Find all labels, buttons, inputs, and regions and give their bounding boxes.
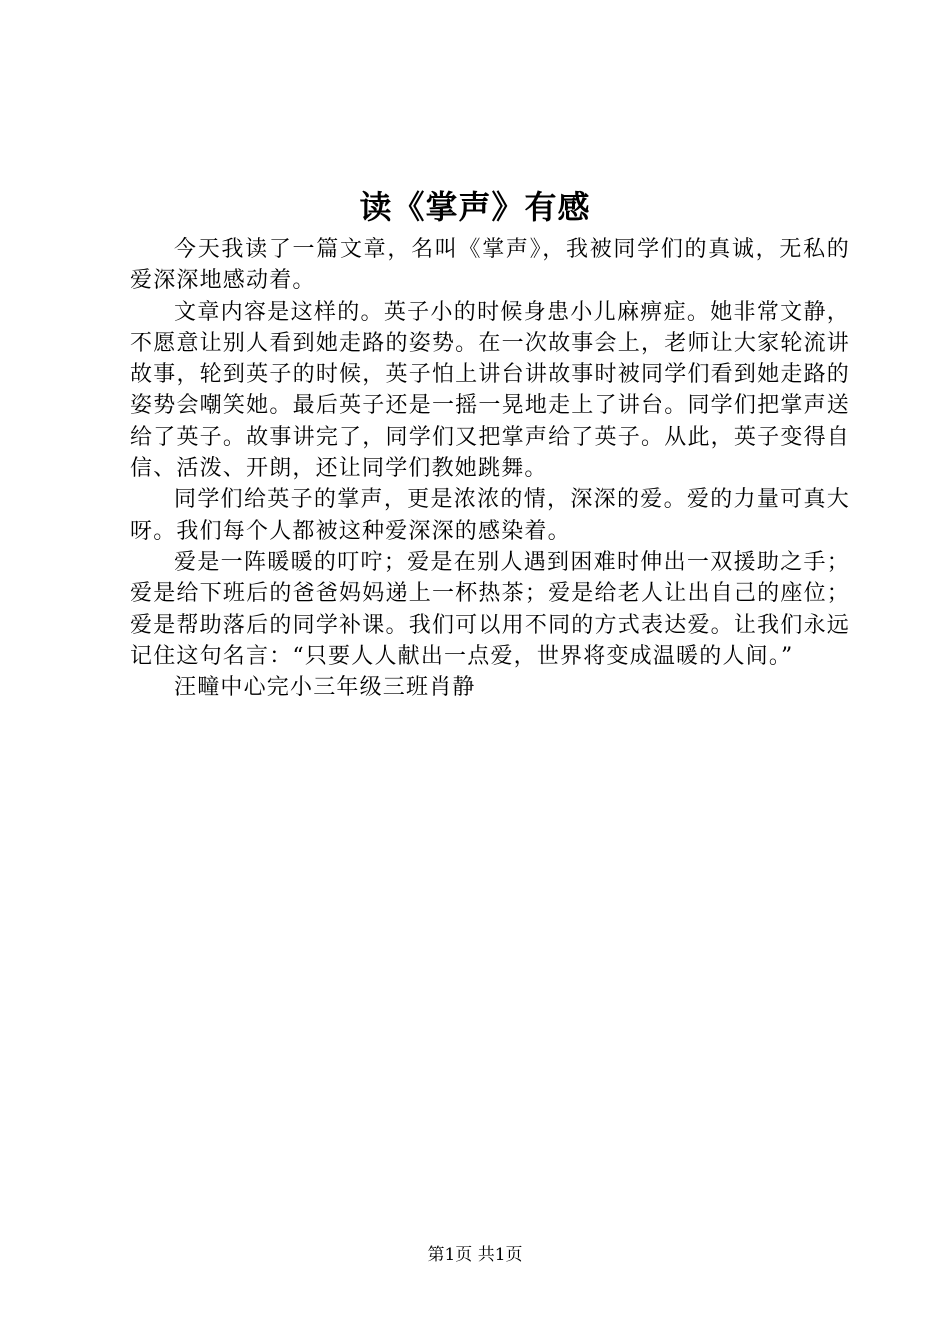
paragraph-4: 爱是一阵暖暖的叮咛；爱是在别人遇到困难时伸出一双援助之手；爱是给下班后的爸爸妈妈递上一杯热茶；爱是给老人让出自己的座位；爱是帮助落后的同学补课。我们可以用不同的方式表达爱。让我们永远记住这句名言：“只要人人献出一点爱，世界将变成温暖的人间。” — [130, 549, 850, 669]
paragraph-2: 文章内容是这样的。英子小的时候身患小儿麻痹症。她非常文静，不愿意让别人看到她走路的姿势。在一次故事会上，老师让大家轮流讲故事，轮到英子的时候，英子怕上讲台讲故事时被同学们看到她走路的姿势会嘲笑她。最后英子还是一摇一晃地走上了讲台。同学们把掌声送给了英子。故事讲完了，同学们又把掌声给了英子。从此，英子变得自信、活泼、开朗，还让同学们教她跳舞。 — [130, 299, 850, 482]
document-title: 读《掌声》有感 — [359, 188, 591, 226]
page-number-footer: 第1页 共1页 — [427, 1245, 523, 1265]
document-body — [130, 234, 850, 703]
paragraph-1: 今天我读了一篇文章，名叫《掌声》，我被同学们的真诚，无私的爱深深地感动着。 — [130, 237, 850, 294]
paragraph-3: 同学们给英子的掌声，更是浓浓的情，深深的爱。爱的力量可真大呀。我们每个人都被这种爱深深的感染着。 — [130, 487, 850, 544]
author-signature: 汪疃中心完小三年级三班肖静 — [174, 675, 476, 701]
